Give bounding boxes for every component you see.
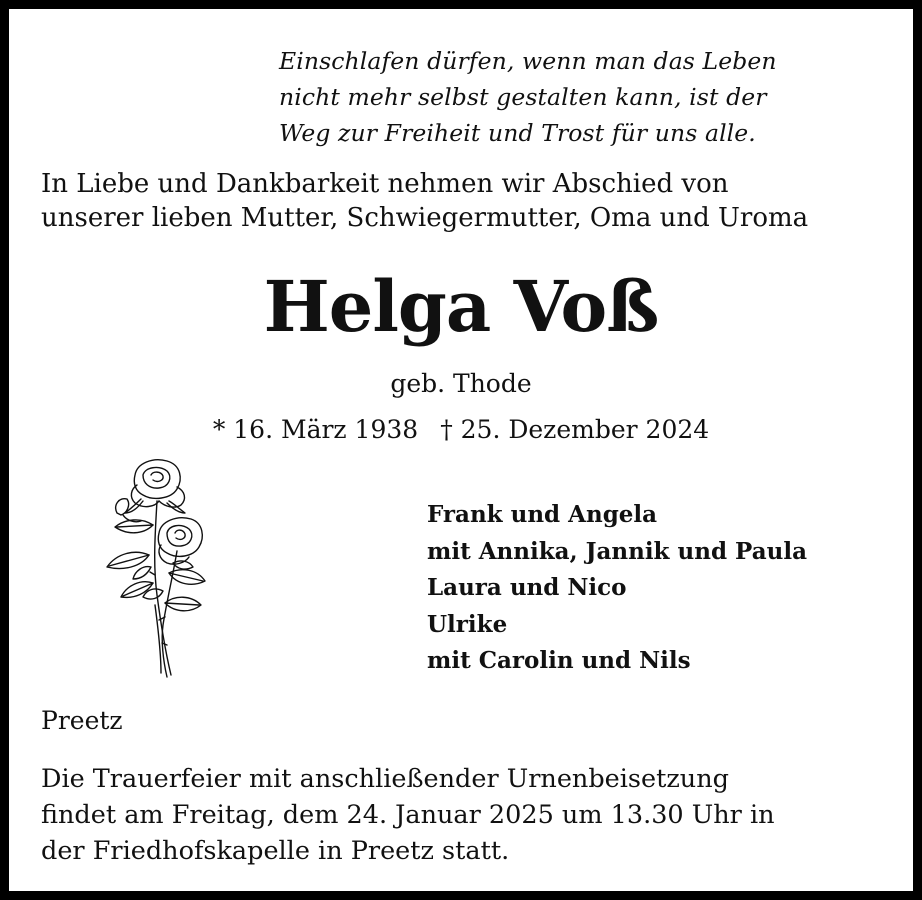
rose-icon: [97, 455, 209, 681]
mourner-line: mit Annika, Jannik und Paula: [427, 537, 807, 565]
life-dates: [9, 413, 913, 447]
death-date: † 25. Dezember 2024: [440, 415, 710, 444]
place-name: Preetz: [41, 706, 123, 735]
motto-line: Weg zur Freiheit und Trost für uns alle.: [279, 119, 756, 147]
birth-name: geb. Thode: [390, 369, 532, 398]
motto-line: Einschlafen dürfen, wenn man das Leben: [279, 47, 777, 75]
service-line: der Friedhofskapelle in Preetz statt.: [41, 836, 510, 866]
service-line: findet am Freitag, dem 24. Januar 2025 um 13.30 Uhr in: [41, 800, 775, 830]
mourner-line: Ulrike: [427, 610, 508, 638]
service-line: Die Trauerfeier mit anschließender Urnenbeisetzung: [41, 764, 729, 794]
motto-line: nicht mehr selbst gestalten kann, ist der: [279, 83, 767, 111]
funeral-service-info: [41, 761, 901, 869]
deceased-name: Helga Voß: [263, 265, 659, 348]
intro-line: In Liebe und Dankbarkeit nehmen wir Abschied von: [41, 169, 729, 199]
mourners-list: [427, 497, 907, 680]
birth-date: * 16. März 1938: [212, 415, 419, 444]
mourner-line: Laura und Nico: [427, 574, 627, 601]
intro-text: [41, 167, 901, 235]
mourner-line: Frank und Angela: [427, 501, 658, 528]
motto-quote: [279, 43, 889, 151]
intro-line: unserer lieben Mutter, Schwiegermutter, Oma und Uroma: [41, 203, 809, 233]
mourner-line: mit Carolin und Nils: [427, 647, 691, 674]
